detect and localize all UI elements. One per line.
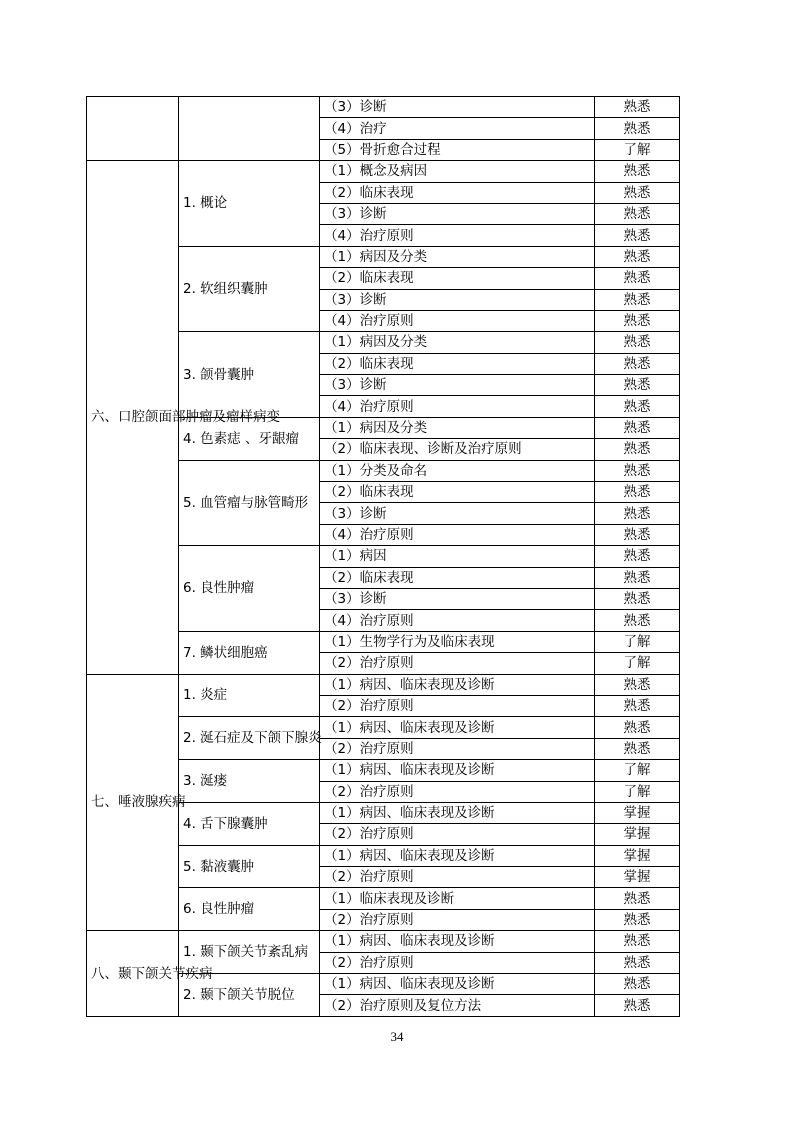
item-cell: （1）生物学行为及临床表现 [320,631,595,652]
level-cell: 熟悉 [595,974,680,995]
unit-cell [87,97,179,161]
level-cell: 熟悉 [595,310,680,331]
item-cell: （2）治疗原则 [320,909,595,930]
table-row [87,674,680,695]
item-cell: （2）治疗原则及复位方法 [320,995,595,1016]
level-cell: 熟悉 [595,610,680,631]
level-cell: 熟悉 [595,396,680,417]
topic-cell: 5. 血管瘤与脉管畸形 [179,460,320,546]
unit-cell: 七、唾液腺疾病 [87,674,179,931]
level-cell: 熟悉 [595,567,680,588]
level-cell: 熟悉 [595,118,680,139]
topic-cell: 3. 颌骨囊肿 [179,332,320,418]
item-cell: （3）诊断 [320,203,595,224]
topic-cell: 5. 黏液囊肿 [179,845,320,888]
topic-cell: 3. 涎瘘 [179,760,320,803]
level-cell: 熟悉 [595,588,680,609]
level-cell: 熟悉 [595,439,680,460]
level-cell: 掌握 [595,802,680,823]
item-cell: （2）临床表现 [320,567,595,588]
item-cell: （2）临床表现 [320,482,595,503]
level-cell: 熟悉 [595,97,680,118]
item-cell: （3）诊断 [320,97,595,118]
table-row [87,931,680,952]
item-cell: （3）诊断 [320,588,595,609]
topic-cell: 2. 涎石症及下颌下腺炎 [179,717,320,760]
item-cell: （2）治疗原则 [320,952,595,973]
level-cell: 掌握 [595,824,680,845]
level-cell: 掌握 [595,867,680,888]
item-cell: （2）临床表现 [320,182,595,203]
level-cell: 熟悉 [595,738,680,759]
item-cell: （4）治疗原则 [320,610,595,631]
topic-cell [179,97,320,161]
level-cell: 熟悉 [595,353,680,374]
item-cell: （4）治疗 [320,118,595,139]
table-row [87,161,680,182]
level-cell: 熟悉 [595,182,680,203]
level-cell: 熟悉 [595,695,680,716]
level-cell: 熟悉 [595,909,680,930]
item-cell: （4）治疗原则 [320,310,595,331]
item-cell: （1）病因、临床表现及诊断 [320,931,595,952]
level-cell: 熟悉 [595,161,680,182]
level-cell: 熟悉 [595,674,680,695]
level-cell: 熟悉 [595,524,680,545]
item-cell: （2）治疗原则 [320,781,595,802]
item-cell: （2）治疗原则 [320,653,595,674]
item-cell: （1）病因 [320,546,595,567]
item-cell: （1）概念及病因 [320,161,595,182]
topic-cell: 4. 色素痣 、牙龈瘤 [179,417,320,460]
item-cell: （2）治疗原则 [320,695,595,716]
level-cell: 熟悉 [595,888,680,909]
level-cell: 熟悉 [595,289,680,310]
level-cell: 熟悉 [595,717,680,738]
level-cell: 熟悉 [595,203,680,224]
item-cell: （2）治疗原则 [320,824,595,845]
item-cell: （3）诊断 [320,289,595,310]
topic-cell: 7. 鳞状细胞癌 [179,631,320,674]
level-cell: 熟悉 [595,503,680,524]
item-cell: （1）病因、临床表现及诊断 [320,802,595,823]
level-cell: 熟悉 [595,332,680,353]
level-cell: 熟悉 [595,246,680,267]
level-cell: 了解 [595,631,680,652]
item-cell: （2）临床表现 [320,353,595,374]
unit-cell: 八、颞下颌关节疾病 [87,931,179,1017]
item-cell: （5）骨折愈合过程 [320,139,595,160]
item-cell: （4）治疗原则 [320,396,595,417]
syllabus-body [87,97,680,1017]
page-number: 34 [390,1029,404,1044]
topic-cell: 6. 良性肿瘤 [179,888,320,931]
level-cell: 掌握 [595,845,680,866]
item-cell: （1）病因、临床表现及诊断 [320,974,595,995]
level-cell: 熟悉 [595,482,680,503]
topic-cell: 1. 概论 [179,161,320,247]
syllabus-table [86,96,680,1017]
item-cell: （1）病因、临床表现及诊断 [320,760,595,781]
item-cell: （1）病因、临床表现及诊断 [320,717,595,738]
topic-cell: 2. 软组织囊肿 [179,246,320,332]
item-cell: （4）治疗原则 [320,524,595,545]
level-cell: 了解 [595,139,680,160]
item-cell: （1）病因、临床表现及诊断 [320,674,595,695]
item-cell: （2）临床表现、诊断及治疗原则 [320,439,595,460]
level-cell: 熟悉 [595,952,680,973]
item-cell: （2）治疗原则 [320,738,595,759]
item-cell: （1）病因及分类 [320,246,595,267]
level-cell: 熟悉 [595,460,680,481]
level-cell: 了解 [595,781,680,802]
item-cell: （4）治疗原则 [320,225,595,246]
item-cell: （1）病因及分类 [320,417,595,438]
item-cell: （1）病因、临床表现及诊断 [320,845,595,866]
level-cell: 了解 [595,653,680,674]
level-cell: 熟悉 [595,931,680,952]
topic-cell: 2. 颞下颌关节脱位 [179,974,320,1017]
unit-cell: 六、口腔颌面部肿瘤及瘤样病变 [87,161,179,674]
level-cell: 熟悉 [595,546,680,567]
topic-cell: 1. 炎症 [179,674,320,717]
item-cell: （3）诊断 [320,503,595,524]
level-cell: 熟悉 [595,375,680,396]
topic-cell: 1. 颞下颌关节紊乱病 [179,931,320,974]
level-cell: 熟悉 [595,225,680,246]
item-cell: （1）病因及分类 [320,332,595,353]
topic-cell: 6. 良性肿瘤 [179,546,320,632]
item-cell: （2）治疗原则 [320,867,595,888]
item-cell: （2）临床表现 [320,268,595,289]
item-cell: （3）诊断 [320,375,595,396]
level-cell: 熟悉 [595,417,680,438]
topic-cell: 4. 舌下腺囊肿 [179,802,320,845]
level-cell: 熟悉 [595,268,680,289]
table-row [87,97,680,118]
item-cell: （1）分类及命名 [320,460,595,481]
item-cell: （1）临床表现及诊断 [320,888,595,909]
level-cell: 了解 [595,760,680,781]
level-cell: 熟悉 [595,995,680,1016]
